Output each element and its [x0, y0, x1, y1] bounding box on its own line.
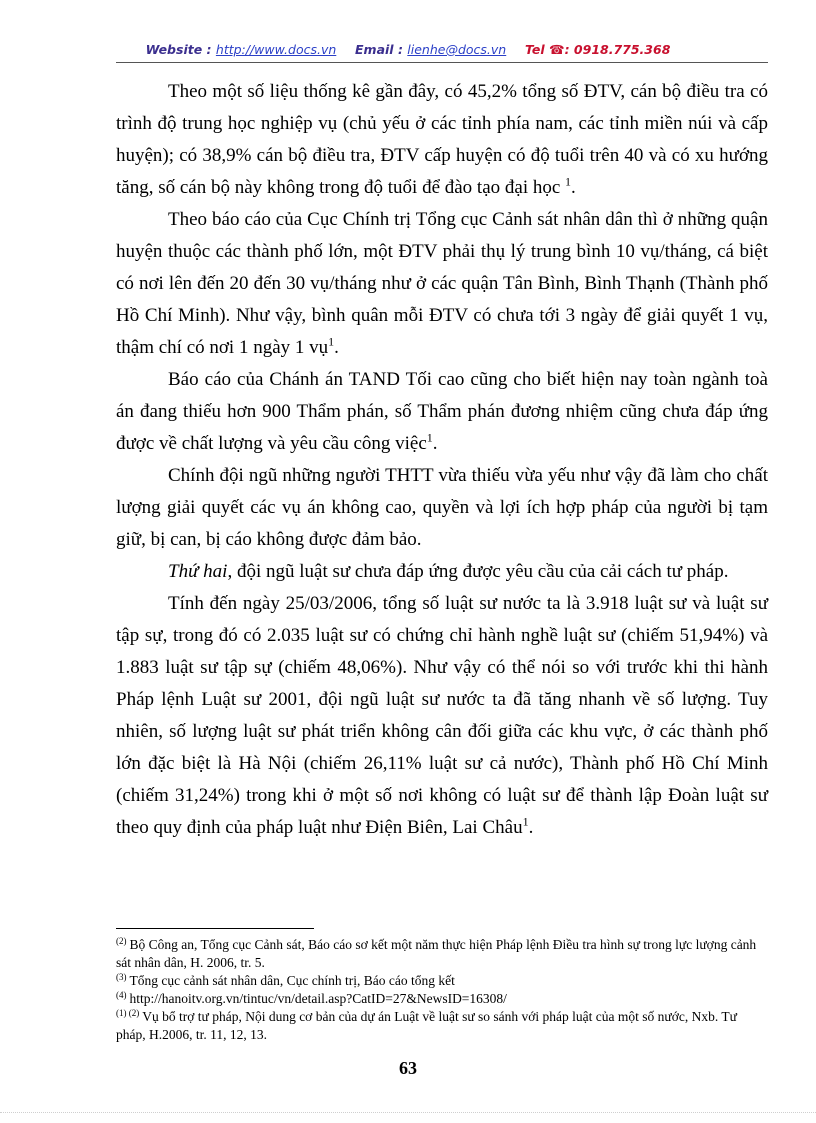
paragraph-1: Theo một số liệu thống kê gần đây, có 45,2% tổng số ĐTV, cán bộ điều tra có trình độ trung học nghiệp vụ (chủ yếu ở các tỉnh phía nam, các tỉnh miền núi và cấp huyện); có 38,9% cán bộ điều tra, ĐTV cấp huyện có độ tuổi trên 40 và có xu hướng tăng, số cán bộ này không trong độ tuổi để đào tạo đại học $^1$.	[116, 81, 768, 198]
page-bottom-border	[0, 1112, 816, 1113]
paragraph-6: Tính đến ngày 25/03/2006, tổng số luật sư nước ta là 3.918 luật sư và luật sư tập sự, trong đó có 2.035 luật sư có chứng chỉ hành nghề luật sư (chiếm 51,94%) và 1.883 luật sư tập sự (chiếm 48,06%). Như vậy có thể nói so với trước khi thi hành Pháp lệnh Luật sư 2001, đội ngũ luật sư nước ta đã tăng nhanh về số lượng. Tuy nhiên, số lượng luật sư phát triển không cân đối giữa các khu vực, ở các thành phố lớn đặc biệt là Hà Nội (chiếm 26,11% luật sư cả nước), Thành phố Hồ Chí Minh (chiếm 31,24%) trong khi ở một số nơi không có luật sư để thành lập Đoàn luật sư theo quy định của pháp luật như Điện Biên, Lai Châu$^1$.	[116, 593, 768, 838]
header-divider	[116, 62, 768, 63]
footnote-item: $^{(1) (2)}$ Vụ bổ trợ tư pháp, Nội dung cơ bản của dự án Luật về luật sư so sánh với pháp luật của một số nước, Nxb. Tư pháp, H.2006, tr. 11, 12, 13.	[116, 1007, 737, 1042]
website-label: Website	[145, 42, 203, 57]
page-number: 63	[399, 1058, 417, 1078]
tel-label: Tel	[524, 42, 545, 57]
paragraph-2: Theo báo cáo của Cục Chính trị Tổng cục Cảnh sát nhân dân thì ở những quận huyện thuộc các thành phố lớn, một ĐTV phải thụ lý trung bình 10 vụ/tháng, cá biệt có nơi lên đến 20 đến 30 vụ/tháng như ở các quận Tân Bình, Bình Thạnh (Thành phố Hồ Chí Minh). Như vậy, bình quân mỗi ĐTV có chưa tới 3 ngày để giải quyết 1 vụ, thậm chí có nơi 1 ngày 1 vụ$^1$.	[116, 209, 768, 358]
footnote-item: $^{(3)}$ Tổng cục cảnh sát nhân dân, Cục chính trị, Báo cáo tổng kết	[116, 971, 455, 988]
phone-icon: ☎	[549, 42, 565, 57]
footnotes	[116, 936, 768, 1044]
website-link[interactable]: http://www.docs.vn	[215, 42, 337, 57]
footnote-item: $^{(4)}$ http://hanoitv.org.vn/tintuc/vn/detail.asp?CatID=27&NewsID=16308/	[116, 989, 507, 1006]
footnote-divider	[116, 928, 314, 929]
email-label: Email	[355, 42, 394, 57]
footnote-ref: 1	[522, 814, 529, 829]
document-body	[116, 76, 768, 844]
footnote-ref: 1	[426, 430, 433, 445]
footnote-item: $^{(2)}$ Bộ Công an, Tổng cục Cảnh sát, Báo cáo sơ kết một năm thực hiện Pháp lệnh Điều tra hình sự trong lực lượng cảnh sát nhân dân, H. 2006, tr. 5.	[116, 935, 757, 970]
email-separator: :	[393, 42, 408, 57]
footnote-ref: 1	[328, 334, 335, 349]
tel-value: : 0918.775.368	[564, 42, 671, 57]
email-link[interactable]: lienhe@docs.vn	[407, 42, 507, 57]
website-separator: :	[202, 42, 216, 57]
footnote-ref: 1	[565, 174, 572, 189]
paragraph-5: Thứ hai, đội ngũ luật sư chưa đáp ứng được yêu cầu của cải cách tư pháp.	[168, 561, 729, 582]
page-header	[0, 42, 816, 57]
paragraph-4: Chính đội ngũ những người THTT vừa thiếu vừa yếu như vậy đã làm cho chất lượng giải quyết các vụ án không cao, quyền và lợi ích hợp pháp của người bị tạm giữ, bị can, bị cáo không được đảm bảo.	[116, 465, 768, 550]
paragraph-3: Báo cáo của Chánh án TAND Tối cao cũng cho biết hiện nay toàn ngành toà án đang thiếu hơn 900 Thẩm phán, số Thẩm phán đương nhiệm cũng chưa đáp ứng được về chất lượng và yêu cầu công việc$^1$.	[116, 369, 768, 454]
